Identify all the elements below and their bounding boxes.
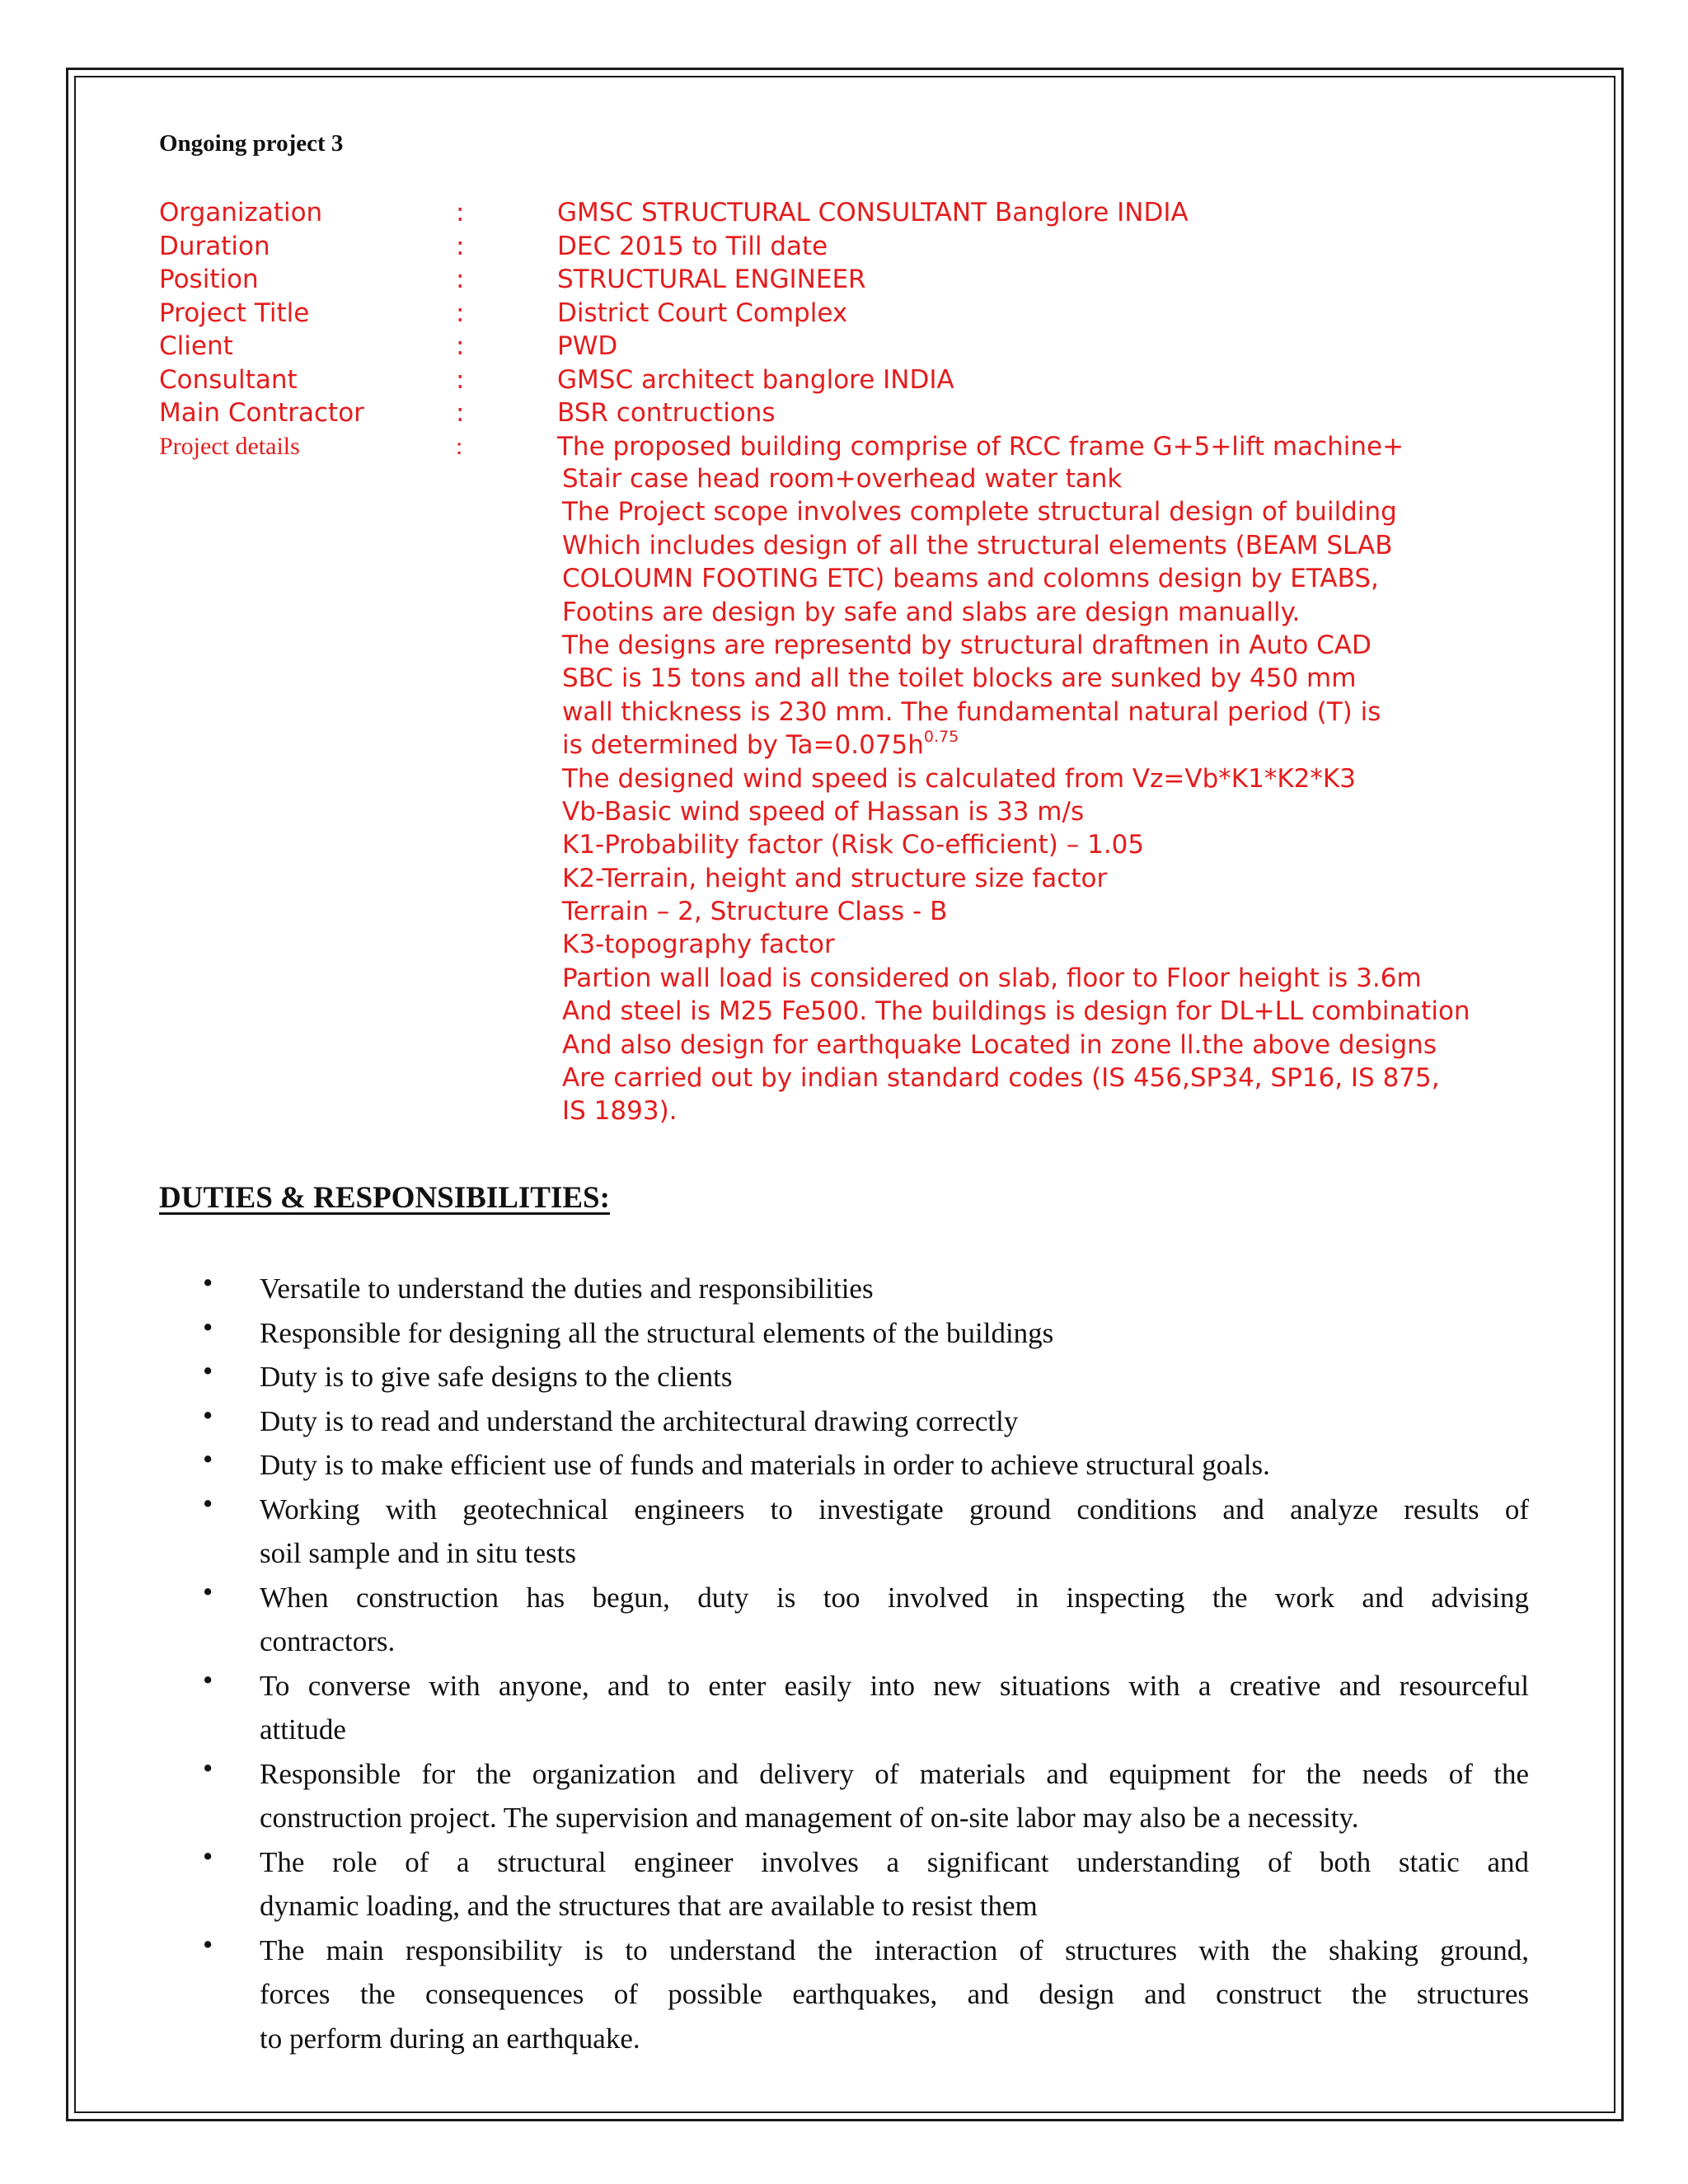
info-colon: : [456,398,465,428]
bullet-icon: • [203,1355,213,1387]
duty-text-line: construction project. The supervision and management of on-site labor may also be a necessity. [260,1802,1359,1834]
project-info-table [159,196,1560,463]
info-colon: : [456,432,463,460]
duty-text-line: dynamic loading, and the structures that are available to resist them [260,1890,1038,1922]
duty-text-line: forces the consequences of possible earthquakes, and design and construct the structures [260,1978,1529,2010]
details-line: And steel is M25 Fe500. The buildings is design for DL+LL combination [562,996,1470,1027]
duty-item [198,1399,1529,1444]
duty-text-line: Working with geotechnical engineers to investigate ground conditions and analyze results of [260,1493,1529,1526]
duty-item [198,1929,1529,2061]
bullet-icon: • [203,1575,213,1608]
details-line: K1-Probability factor (Risk Co-efficient) – 1.05 [562,830,1145,860]
info-colon: : [456,298,465,328]
duty-text-line: Versatile to understand the duties and responsibilities [260,1272,874,1305]
duties-title: DUTIES & RESPONSIBILITIES: [159,1181,610,1215]
duties-list [198,1267,1529,2060]
details-line: Vb-Basic wind speed of Hassan is 33 m/s [562,796,1085,827]
duty-text-line: soil sample and in situ tests [260,1537,577,1569]
duty-text-line: to perform during an earthquake. [260,2022,640,2055]
info-value: District Court Complex [557,298,848,328]
info-label: Position [159,265,259,294]
duty-text-line: Duty is to give safe designs to the clients [260,1361,733,1393]
details-line: Footins are design by safe and slabs are design manually. [562,597,1301,627]
info-value: PWD [557,331,618,361]
details-line: Partion wall load is considered on slab, floor to Floor height is 3.6m [562,963,1422,993]
duty-item [198,1488,1529,1576]
info-label: Duration [159,231,270,261]
info-label: Client [159,331,233,361]
details-line: K3-topography factor [562,930,835,960]
formula-exponent: 0.75 [923,728,959,747]
info-colon: : [456,265,465,294]
duty-text-line: To converse with anyone, and to enter easily into new situations with a creative and resourceful [260,1669,1529,1702]
duty-text-line: When construction has begun, duty is too involved in inspecting the work and advising [260,1581,1529,1614]
info-row-project-details [159,430,1560,464]
duty-text-line: contractors. [260,1625,396,1657]
info-label: Project details [159,432,300,460]
bullet-icon: • [203,1310,213,1343]
details-line: The designs are representd by structural draftmen in Auto CAD [562,630,1372,660]
details-line: COLOUMN FOOTING ETC) beams and colomns design by ETABS, [562,564,1379,594]
details-line: Are carried out by indian standard codes (IS 456,SP34, SP16, IS 875, [562,1063,1440,1094]
bullet-icon: • [203,1751,213,1784]
duty-text-line: The main responsibility is to understand the interaction of structures with the shaking ground, [260,1933,1529,1966]
duty-item [198,1664,1529,1752]
details-line: K2-Terrain, height and structure size factor [562,863,1108,893]
details-line: Which includes design of all the structural elements (BEAM SLAB [562,530,1393,560]
details-line: IS 1893). [562,1096,678,1127]
info-value: The proposed building comprise of RCC frame G+5+lift machine+ [557,431,1404,462]
duty-item [198,1311,1529,1356]
formula-line [562,729,1584,762]
duty-item [198,1752,1529,1840]
info-value: GMSC STRUCTURAL CONSULTANT Banglore INDIA [557,198,1189,227]
info-colon: : [456,331,465,361]
info-row-consultant [159,363,1560,397]
info-row-organization [159,196,1560,230]
info-value: STRUCTURAL ENGINEER [557,265,866,294]
details-line: Stair case head room+overhead water tank [562,464,1123,494]
bullet-icon: • [203,1443,213,1475]
info-row-client [159,330,1560,363]
info-row-duration [159,230,1560,264]
duty-text-line: Duty is to read and understand the architectural drawing correctly [260,1404,1019,1437]
duty-text-line: attitude [260,1713,346,1746]
bullet-icon: • [203,1267,213,1299]
info-value: GMSC architect banglore INDIA [557,364,954,395]
bullet-icon: • [203,1487,213,1520]
duty-text-line: Responsible for designing all the structural elements of the buildings [260,1316,1054,1349]
info-colon: : [456,231,465,261]
section-heading: Ongoing project 3 [159,130,344,157]
info-colon: : [456,198,465,227]
details-line: wall thickness is 230 mm. The fundamental natural period (T) is [562,696,1381,727]
info-label: Organization [159,198,323,227]
bullet-icon: • [203,1928,213,1961]
bullet-icon: • [203,1840,213,1872]
duty-item [198,1576,1529,1664]
duty-item [198,1840,1529,1929]
info-value: DEC 2015 to Till date [557,231,828,261]
info-label: Project Title [159,298,310,328]
details-line: The Project scope involves complete structural design of building [562,497,1397,527]
duty-item [198,1267,1529,1311]
info-row-position [159,263,1560,297]
details-line: SBC is 15 tons and all the toilet blocks are sunked by 450 mm [562,663,1357,694]
duty-item [198,1443,1529,1488]
formula-text: is determined by Ta=0.075h [562,730,924,761]
bullet-icon: • [203,1399,213,1432]
details-line: The designed wind speed is calculated from Vz=Vb*K1*K2*K3 [562,763,1356,794]
details-line: And also design for earthquake Located in zone ll.the above designs [562,1029,1437,1060]
details-line: Terrain – 2, Structure Class - B [562,897,948,927]
info-row-main-contractor [159,396,1560,430]
duty-text-line: The role of a structural engineer involves a significant understanding of both static and [260,1845,1529,1878]
info-label: Consultant [159,364,298,395]
info-colon: : [456,364,465,395]
info-value: BSR contructions [557,398,776,428]
duty-text-line: Responsible for the organization and delivery of materials and equipment for the needs of the [260,1757,1529,1790]
info-row-project-title [159,297,1560,330]
duty-text-line: Duty is to make efficient use of funds and materials in order to achieve structural goals. [260,1449,1270,1481]
info-label: Main Contractor [159,398,364,428]
bullet-icon: • [203,1663,213,1696]
project-details-text [562,462,1584,1128]
duty-item [198,1355,1529,1399]
